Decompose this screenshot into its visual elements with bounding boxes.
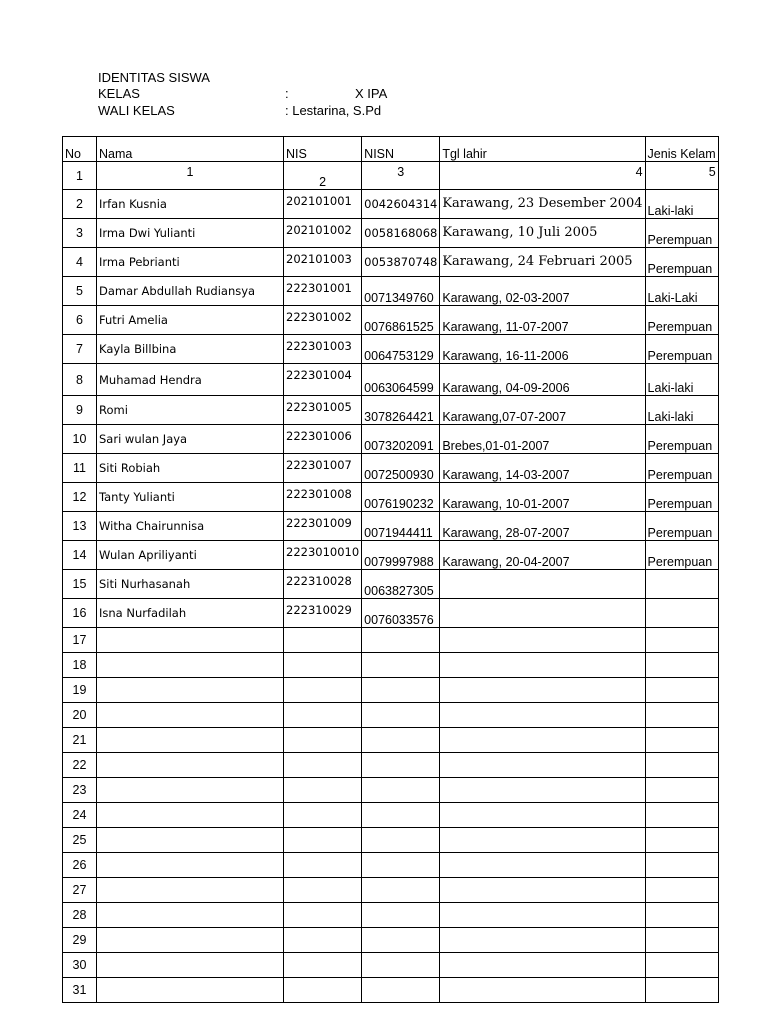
row-number: 30 xyxy=(63,953,97,978)
student-nis: 222301005 xyxy=(284,396,362,425)
table-row xyxy=(63,248,719,277)
wali-kelas-value: : Lestarina, S.Pd xyxy=(285,103,382,118)
table-row-empty xyxy=(63,828,719,853)
empty-cell xyxy=(645,978,718,1003)
empty-cell xyxy=(362,953,440,978)
student-birth: Karawang, 11-07-2007 xyxy=(440,306,645,335)
student-gender: Laki-laki xyxy=(645,364,718,396)
student-nisn: 0076861525 xyxy=(362,306,440,335)
table-row-empty xyxy=(63,653,719,678)
student-nisn: 0073202091 xyxy=(362,425,440,454)
empty-cell xyxy=(440,853,645,878)
table-row-empty xyxy=(63,628,719,653)
col-header-tgl-lahir: Tgl lahir xyxy=(440,137,645,162)
student-birth: Karawang, 20-04-2007 xyxy=(440,541,645,570)
student-name: Irma Pebrianti xyxy=(97,248,284,277)
row-number: 22 xyxy=(63,753,97,778)
table-row-empty xyxy=(63,678,719,703)
empty-cell xyxy=(284,828,362,853)
student-nis: 222301001 xyxy=(284,277,362,306)
row-number: 1 xyxy=(63,162,97,190)
empty-cell xyxy=(645,753,718,778)
student-gender: Perempuan xyxy=(645,219,718,248)
empty-cell xyxy=(97,853,284,878)
student-name: Muhamad Hendra xyxy=(97,364,284,396)
empty-cell xyxy=(362,753,440,778)
empty-cell xyxy=(97,828,284,853)
student-name: Damar Abdullah Rudiansya xyxy=(97,277,284,306)
student-gender xyxy=(645,599,718,628)
student-nisn: 0076033576 xyxy=(362,599,440,628)
empty-cell xyxy=(645,928,718,953)
student-birth: Karawang, 10 Juli 2005 xyxy=(440,219,645,248)
student-name: Siti Robiah xyxy=(97,454,284,483)
table-row-empty xyxy=(63,978,719,1003)
col-number: 1 xyxy=(97,162,284,190)
table-row xyxy=(63,425,719,454)
student-nisn: 0071349760 xyxy=(362,277,440,306)
student-name: Sari wulan Jaya xyxy=(97,425,284,454)
table-row xyxy=(63,599,719,628)
table-row xyxy=(63,190,719,219)
empty-cell xyxy=(440,828,645,853)
student-gender: Laki-laki xyxy=(645,190,718,219)
student-birth xyxy=(440,599,645,628)
empty-cell xyxy=(440,653,645,678)
empty-cell xyxy=(284,728,362,753)
empty-cell xyxy=(97,878,284,903)
empty-cell xyxy=(362,778,440,803)
student-birth: Karawang, 24 Februari 2005 xyxy=(440,248,645,277)
empty-cell xyxy=(645,903,718,928)
row-number: 8 xyxy=(63,364,97,396)
wali-kelas-label: WALI KELAS xyxy=(98,103,175,118)
student-birth: Karawang, 10-01-2007 xyxy=(440,483,645,512)
table-row xyxy=(63,541,719,570)
empty-cell xyxy=(440,753,645,778)
empty-cell xyxy=(97,803,284,828)
student-nisn: 0063064599 xyxy=(362,364,440,396)
student-nisn: 0072500930 xyxy=(362,454,440,483)
empty-cell xyxy=(645,878,718,903)
row-number: 25 xyxy=(63,828,97,853)
row-number: 2 xyxy=(63,190,97,219)
empty-cell xyxy=(362,878,440,903)
student-nis: 222310029 xyxy=(284,599,362,628)
student-nis: 222301009 xyxy=(284,512,362,541)
table-row-empty xyxy=(63,953,719,978)
row-number: 27 xyxy=(63,878,97,903)
table-row xyxy=(63,483,719,512)
empty-cell xyxy=(284,628,362,653)
empty-cell xyxy=(645,853,718,878)
student-nisn: 3078264421 xyxy=(362,396,440,425)
kelas-value: X IPA xyxy=(355,86,388,101)
empty-cell xyxy=(440,703,645,728)
empty-cell xyxy=(645,728,718,753)
student-nis: 222310028 xyxy=(284,570,362,599)
student-gender: Perempuan xyxy=(645,483,718,512)
empty-cell xyxy=(440,628,645,653)
empty-cell xyxy=(284,753,362,778)
empty-cell xyxy=(97,728,284,753)
student-nisn: 0063827305 xyxy=(362,570,440,599)
row-number: 9 xyxy=(63,396,97,425)
table-row xyxy=(63,512,719,541)
empty-cell xyxy=(645,803,718,828)
table-row xyxy=(63,570,719,599)
empty-cell xyxy=(97,703,284,728)
empty-cell xyxy=(284,978,362,1003)
student-name: Isna Nurfadilah xyxy=(97,599,284,628)
student-nisn: 0058168068 xyxy=(362,219,440,248)
table-row-empty xyxy=(63,753,719,778)
student-name: Witha Chairunnisa xyxy=(97,512,284,541)
table-row-empty xyxy=(63,928,719,953)
student-nis: 202101003 xyxy=(284,248,362,277)
student-nis: 202101002 xyxy=(284,219,362,248)
student-name: Siti Nurhasanah xyxy=(97,570,284,599)
table-row xyxy=(63,364,719,396)
student-nisn: 0079997988 xyxy=(362,541,440,570)
student-gender: Perempuan xyxy=(645,248,718,277)
column-number-row xyxy=(63,162,719,190)
empty-cell xyxy=(362,628,440,653)
table-row-empty xyxy=(63,778,719,803)
empty-cell xyxy=(97,753,284,778)
kelas-label: KELAS xyxy=(98,86,140,101)
row-number: 6 xyxy=(63,306,97,335)
student-nis: 202101001 xyxy=(284,190,362,219)
empty-cell xyxy=(97,928,284,953)
row-number: 13 xyxy=(63,512,97,541)
student-birth: Karawang, 23 Desember 2004 xyxy=(440,190,645,219)
table-row-empty xyxy=(63,853,719,878)
col-number: 5 xyxy=(645,162,718,190)
student-birth: Brebes,01-01-2007 xyxy=(440,425,645,454)
empty-cell xyxy=(284,778,362,803)
student-nisn: 0042604314 xyxy=(362,190,440,219)
row-number: 16 xyxy=(63,599,97,628)
table-row-empty xyxy=(63,703,719,728)
student-birth: Karawang,07-07-2007 xyxy=(440,396,645,425)
student-birth: Karawang, 02-03-2007 xyxy=(440,277,645,306)
row-number: 4 xyxy=(63,248,97,277)
empty-cell xyxy=(440,803,645,828)
student-gender: Perempuan xyxy=(645,454,718,483)
table-row xyxy=(63,306,719,335)
empty-cell xyxy=(440,903,645,928)
student-birth xyxy=(440,570,645,599)
student-gender: Laki-Laki xyxy=(645,277,718,306)
row-number: 29 xyxy=(63,928,97,953)
student-name: Tanty Yulianti xyxy=(97,483,284,512)
empty-cell xyxy=(645,653,718,678)
student-birth: Karawang, 28-07-2007 xyxy=(440,512,645,541)
empty-cell xyxy=(284,928,362,953)
empty-cell xyxy=(284,903,362,928)
empty-cell xyxy=(362,978,440,1003)
empty-cell xyxy=(284,878,362,903)
student-nis: 222301004 xyxy=(284,364,362,396)
table-row xyxy=(63,277,719,306)
student-gender xyxy=(645,570,718,599)
table-row-empty xyxy=(63,728,719,753)
document-title: IDENTITAS SISWA xyxy=(98,70,210,85)
student-birth: Karawang, 14-03-2007 xyxy=(440,454,645,483)
row-number: 15 xyxy=(63,570,97,599)
student-gender: Perempuan xyxy=(645,425,718,454)
empty-cell xyxy=(440,953,645,978)
student-nis: 222301008 xyxy=(284,483,362,512)
row-number: 31 xyxy=(63,978,97,1003)
empty-cell xyxy=(97,903,284,928)
empty-cell xyxy=(362,678,440,703)
row-number: 26 xyxy=(63,853,97,878)
kelas-separator: : xyxy=(285,86,289,101)
empty-cell xyxy=(440,778,645,803)
student-gender: Perempuan xyxy=(645,335,718,364)
col-header-no: No xyxy=(63,137,97,162)
empty-cell xyxy=(362,828,440,853)
empty-cell xyxy=(97,678,284,703)
empty-cell xyxy=(362,928,440,953)
student-nis: 222301003 xyxy=(284,335,362,364)
empty-cell xyxy=(284,653,362,678)
table-row xyxy=(63,335,719,364)
student-name: Wulan Apriliyanti xyxy=(97,541,284,570)
col-number: 2 xyxy=(284,162,362,190)
empty-cell xyxy=(440,978,645,1003)
student-nisn: 0053870748 xyxy=(362,248,440,277)
empty-cell xyxy=(645,628,718,653)
empty-cell xyxy=(284,703,362,728)
empty-cell xyxy=(97,953,284,978)
row-number: 10 xyxy=(63,425,97,454)
student-name: Irma Dwi Yulianti xyxy=(97,219,284,248)
row-number: 28 xyxy=(63,903,97,928)
student-name: Kayla Billbina xyxy=(97,335,284,364)
empty-cell xyxy=(440,678,645,703)
student-nisn: 0071944411 xyxy=(362,512,440,541)
student-birth: Karawang, 04-09-2006 xyxy=(440,364,645,396)
table-row xyxy=(63,219,719,248)
student-nis: 222301006 xyxy=(284,425,362,454)
row-number: 17 xyxy=(63,628,97,653)
empty-cell xyxy=(362,853,440,878)
student-gender: Perempuan xyxy=(645,306,718,335)
empty-cell xyxy=(362,728,440,753)
student-table xyxy=(62,136,719,1003)
row-number: 11 xyxy=(63,454,97,483)
col-number: 3 xyxy=(362,162,440,190)
col-header-nis: NIS xyxy=(284,137,362,162)
student-name: Futri Amelia xyxy=(97,306,284,335)
empty-cell xyxy=(284,853,362,878)
row-number: 23 xyxy=(63,778,97,803)
empty-cell xyxy=(97,628,284,653)
row-number: 24 xyxy=(63,803,97,828)
col-header-nisn: NISN xyxy=(362,137,440,162)
student-name: Irfan Kusnia xyxy=(97,190,284,219)
row-number: 14 xyxy=(63,541,97,570)
student-nis: 2223010010 xyxy=(284,541,362,570)
student-gender: Perempuan xyxy=(645,512,718,541)
empty-cell xyxy=(284,953,362,978)
table-row-empty xyxy=(63,903,719,928)
row-number: 18 xyxy=(63,653,97,678)
col-header-jenis-kelamin: Jenis Kelam xyxy=(645,137,718,162)
empty-cell xyxy=(284,678,362,703)
row-number: 20 xyxy=(63,703,97,728)
student-nisn: 0064753129 xyxy=(362,335,440,364)
student-name: Romi xyxy=(97,396,284,425)
empty-cell xyxy=(284,803,362,828)
student-nis: 222301007 xyxy=(284,454,362,483)
table-row xyxy=(63,396,719,425)
empty-cell xyxy=(97,653,284,678)
empty-cell xyxy=(440,728,645,753)
table-header-row xyxy=(63,137,719,162)
row-number: 12 xyxy=(63,483,97,512)
empty-cell xyxy=(645,828,718,853)
row-number: 5 xyxy=(63,277,97,306)
student-nis: 222301002 xyxy=(284,306,362,335)
student-birth: Karawang, 16-11-2006 xyxy=(440,335,645,364)
row-number: 3 xyxy=(63,219,97,248)
student-gender: Perempuan xyxy=(645,541,718,570)
row-number: 19 xyxy=(63,678,97,703)
empty-cell xyxy=(440,928,645,953)
empty-cell xyxy=(440,878,645,903)
empty-cell xyxy=(645,678,718,703)
table-row-empty xyxy=(63,803,719,828)
empty-cell xyxy=(645,703,718,728)
row-number: 21 xyxy=(63,728,97,753)
empty-cell xyxy=(645,778,718,803)
empty-cell xyxy=(645,953,718,978)
table-row xyxy=(63,454,719,483)
student-nisn: 0076190232 xyxy=(362,483,440,512)
col-number: 4 xyxy=(440,162,645,190)
empty-cell xyxy=(97,778,284,803)
empty-cell xyxy=(362,903,440,928)
empty-cell xyxy=(362,653,440,678)
student-gender: Laki-laki xyxy=(645,396,718,425)
row-number: 7 xyxy=(63,335,97,364)
empty-cell xyxy=(362,703,440,728)
empty-cell xyxy=(97,978,284,1003)
table-row-empty xyxy=(63,878,719,903)
empty-cell xyxy=(362,803,440,828)
col-header-nama: Nama xyxy=(97,137,284,162)
